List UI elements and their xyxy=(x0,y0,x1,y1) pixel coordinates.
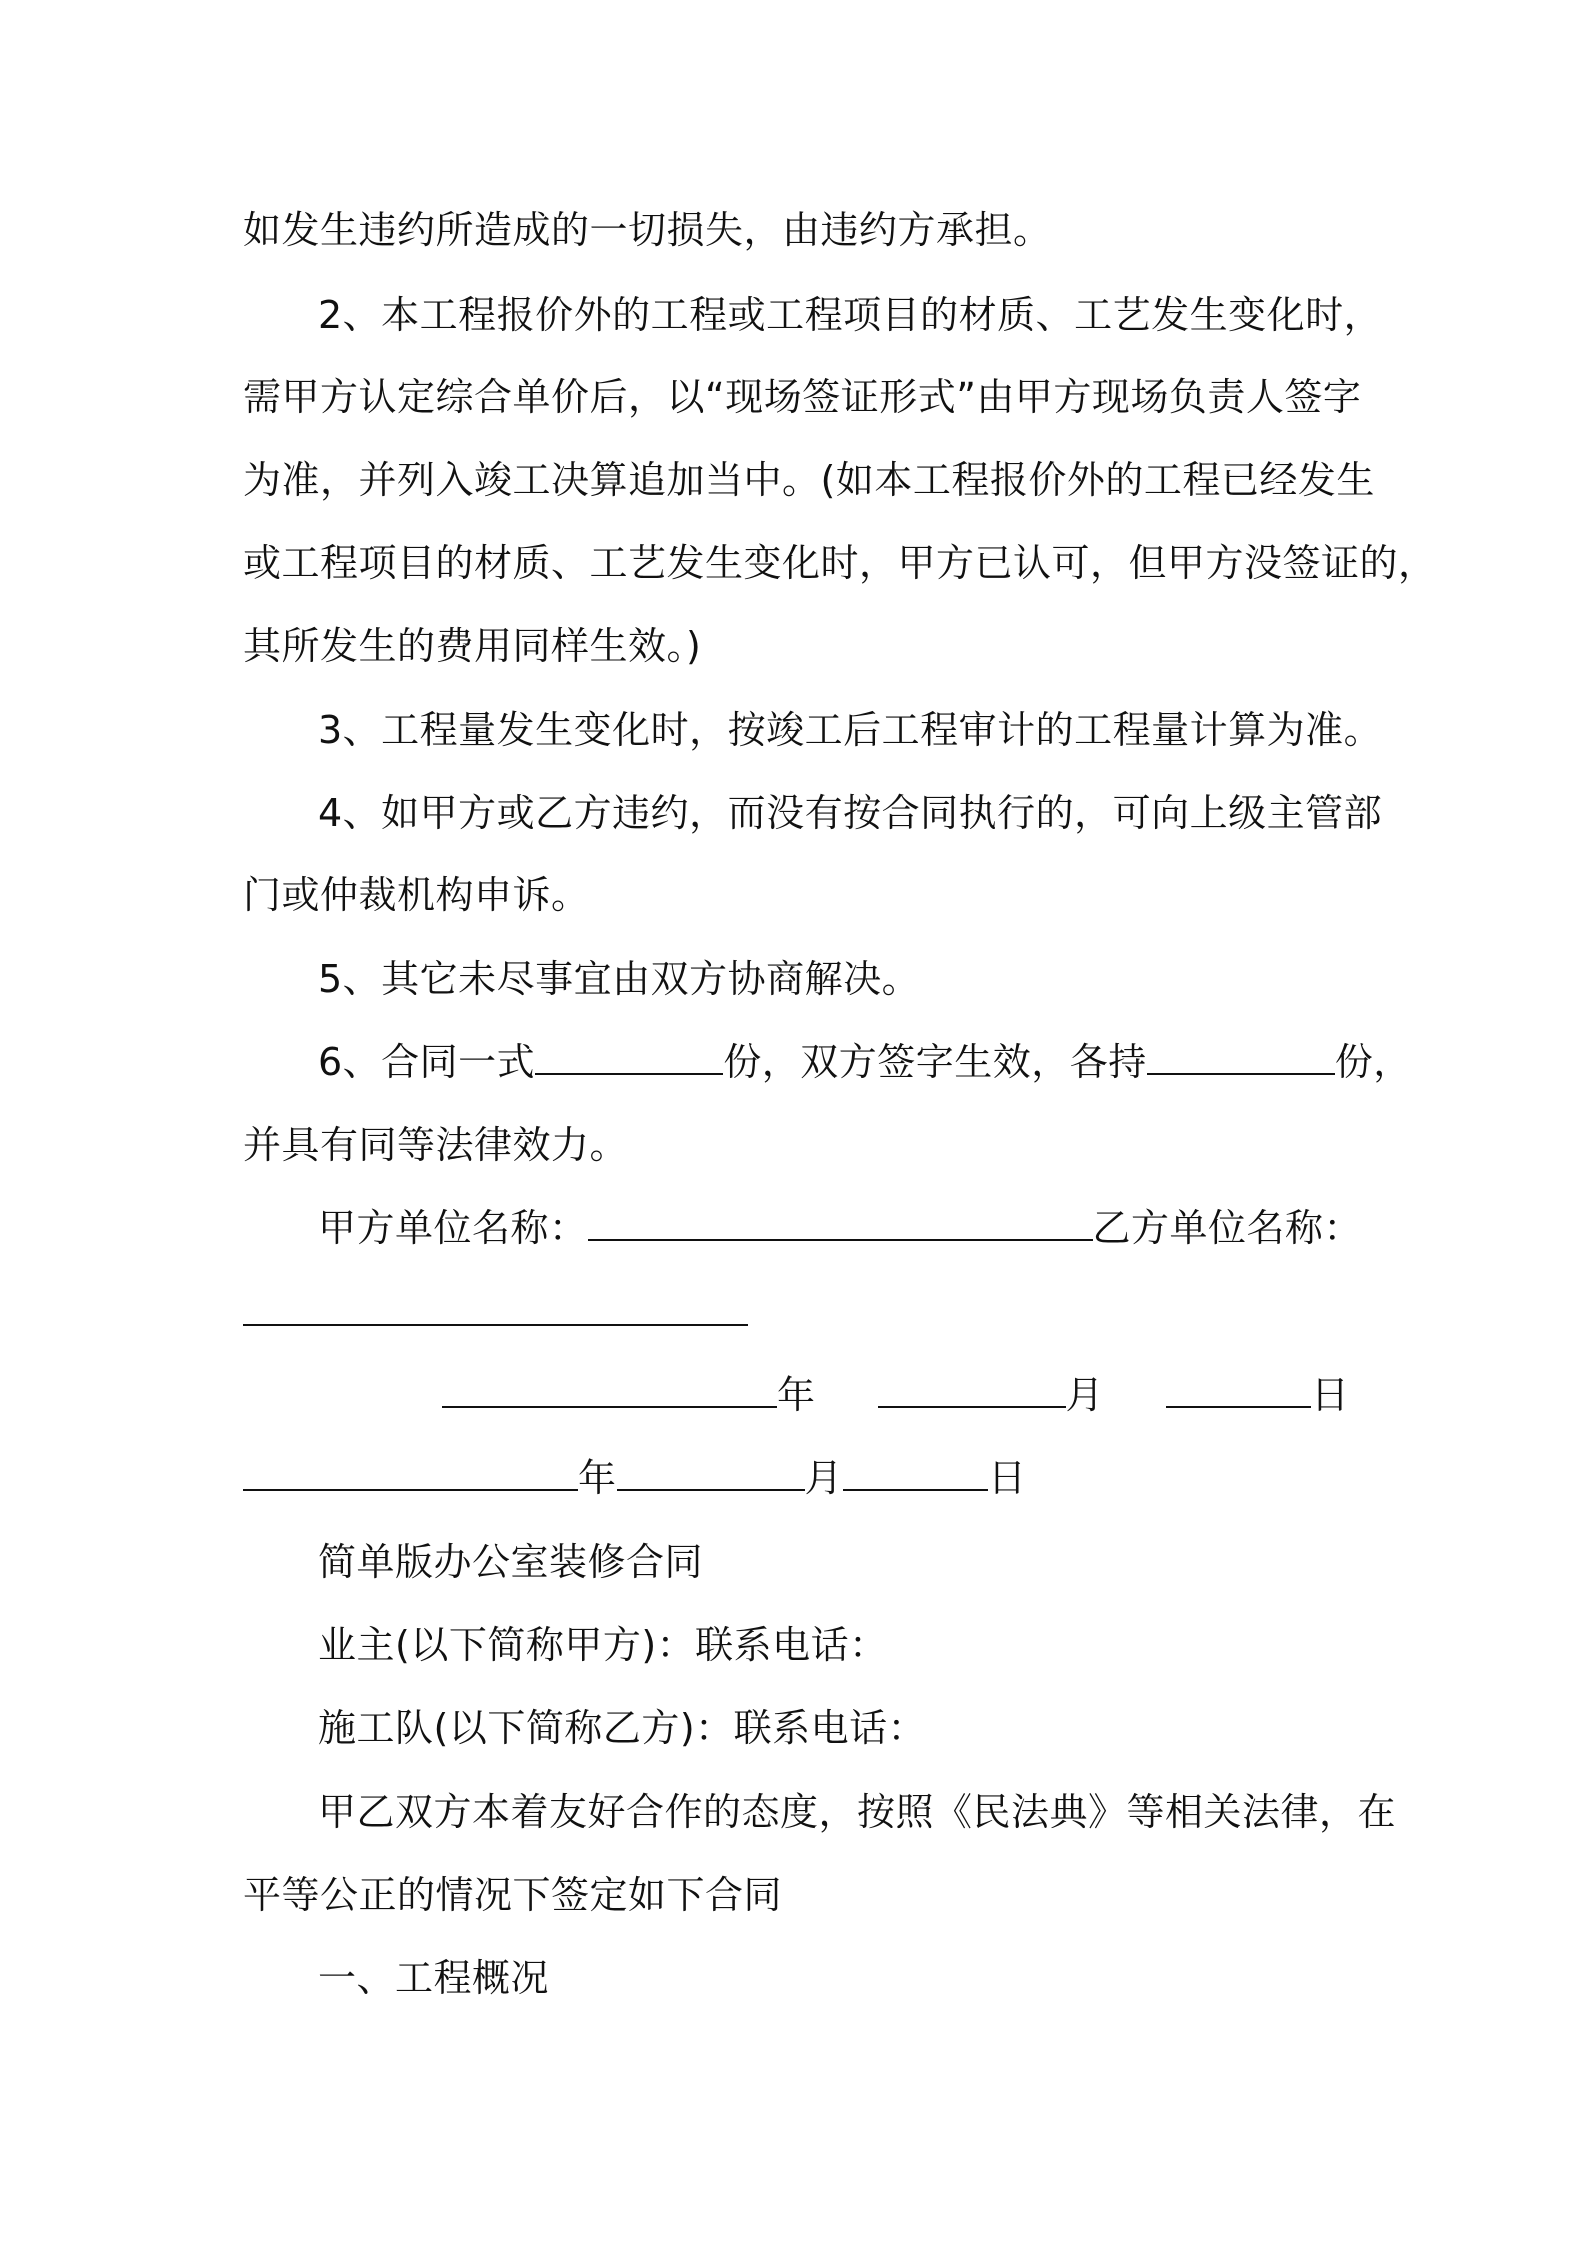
party-b-year-blank[interactable] xyxy=(243,1453,578,1491)
paragraph-line: 如发生违约所造成的一切损失，由违约方承担。 xyxy=(243,208,1052,252)
day-label: 日 xyxy=(988,1456,1027,1500)
section-heading: 一、工程概况 xyxy=(318,1956,550,2000)
owner-line: 业主(以下简称甲方)：联系电话： xyxy=(318,1623,888,1667)
clause-2-line-1: 2、本工程报价外的工程或工程项目的材质、工艺发生变化时， xyxy=(318,293,1383,337)
party-b-day-blank[interactable] xyxy=(843,1453,988,1491)
copies-middle: 份，双方签字生效，各持 xyxy=(723,1040,1147,1084)
copies-prefix: 6、合同一式 xyxy=(318,1040,536,1084)
clause-6-line xyxy=(318,1037,1412,1087)
month-label: 月 xyxy=(804,1456,844,1500)
clause-4-line-1: 4、如甲方或乙方违约，而没有按合同执行的，可向上级主管部 xyxy=(318,791,1383,835)
party-b-name-line xyxy=(243,1288,1363,1338)
copies-each-blank[interactable] xyxy=(1147,1037,1335,1075)
day-label: 日 xyxy=(1311,1373,1350,1417)
copies-suffix: 份， xyxy=(1334,1040,1412,1084)
party-b-name-blank[interactable] xyxy=(243,1288,748,1326)
contractor-line: 施工队(以下简称乙方)：联系电话： xyxy=(318,1706,927,1750)
party-a-date-line xyxy=(442,1370,1362,1420)
party-b-date-line xyxy=(243,1453,1363,1503)
party-a-name-blank[interactable] xyxy=(588,1203,1093,1241)
clause-2-line-4: 或工程项目的材质、工艺发生变化时，甲方已认可，但甲方没签证的， xyxy=(243,541,1437,585)
copies-count-blank[interactable] xyxy=(535,1037,723,1075)
clause-2-line-2: 需甲方认定综合单价后，以“现场签证形式”由甲方现场负责人签字 xyxy=(243,375,1362,419)
year-label: 年 xyxy=(777,1373,816,1417)
clause-2-line-3: 为准，并列入竣工决算追加当中。(如本工程报价外的工程已经发生 xyxy=(243,458,1375,502)
party-a-day-blank[interactable] xyxy=(1166,1370,1311,1408)
party-names-line xyxy=(318,1203,1363,1253)
intro-line-1: 甲乙双方本着友好合作的态度，按照《民法典》等相关法律，在 xyxy=(318,1790,1397,1834)
party-b-label: 乙方单位名称： xyxy=(1092,1206,1363,1250)
month-label: 月 xyxy=(1065,1373,1105,1417)
clause-5-line: 5、其它未尽事宜由双方协商解决。 xyxy=(318,957,921,1001)
party-a-month-blank[interactable] xyxy=(878,1370,1066,1408)
year-label: 年 xyxy=(578,1456,617,1500)
clause-2-line-5: 其所发生的费用同样生效。) xyxy=(243,624,702,668)
intro-line-2: 平等公正的情况下签定如下合同 xyxy=(243,1873,783,1917)
party-a-year-blank[interactable] xyxy=(442,1370,777,1408)
clause-3-line: 3、工程量发生变化时，按竣工后工程审计的工程量计算为准。 xyxy=(318,708,1383,752)
party-b-month-blank[interactable] xyxy=(617,1453,805,1491)
party-a-label: 甲方单位名称： xyxy=(318,1206,588,1250)
clause-6-line-2: 并具有同等法律效力。 xyxy=(243,1123,629,1167)
clause-4-line-2: 门或仲裁机构申诉。 xyxy=(243,873,590,917)
contract-title: 简单版办公室装修合同 xyxy=(318,1540,704,1584)
